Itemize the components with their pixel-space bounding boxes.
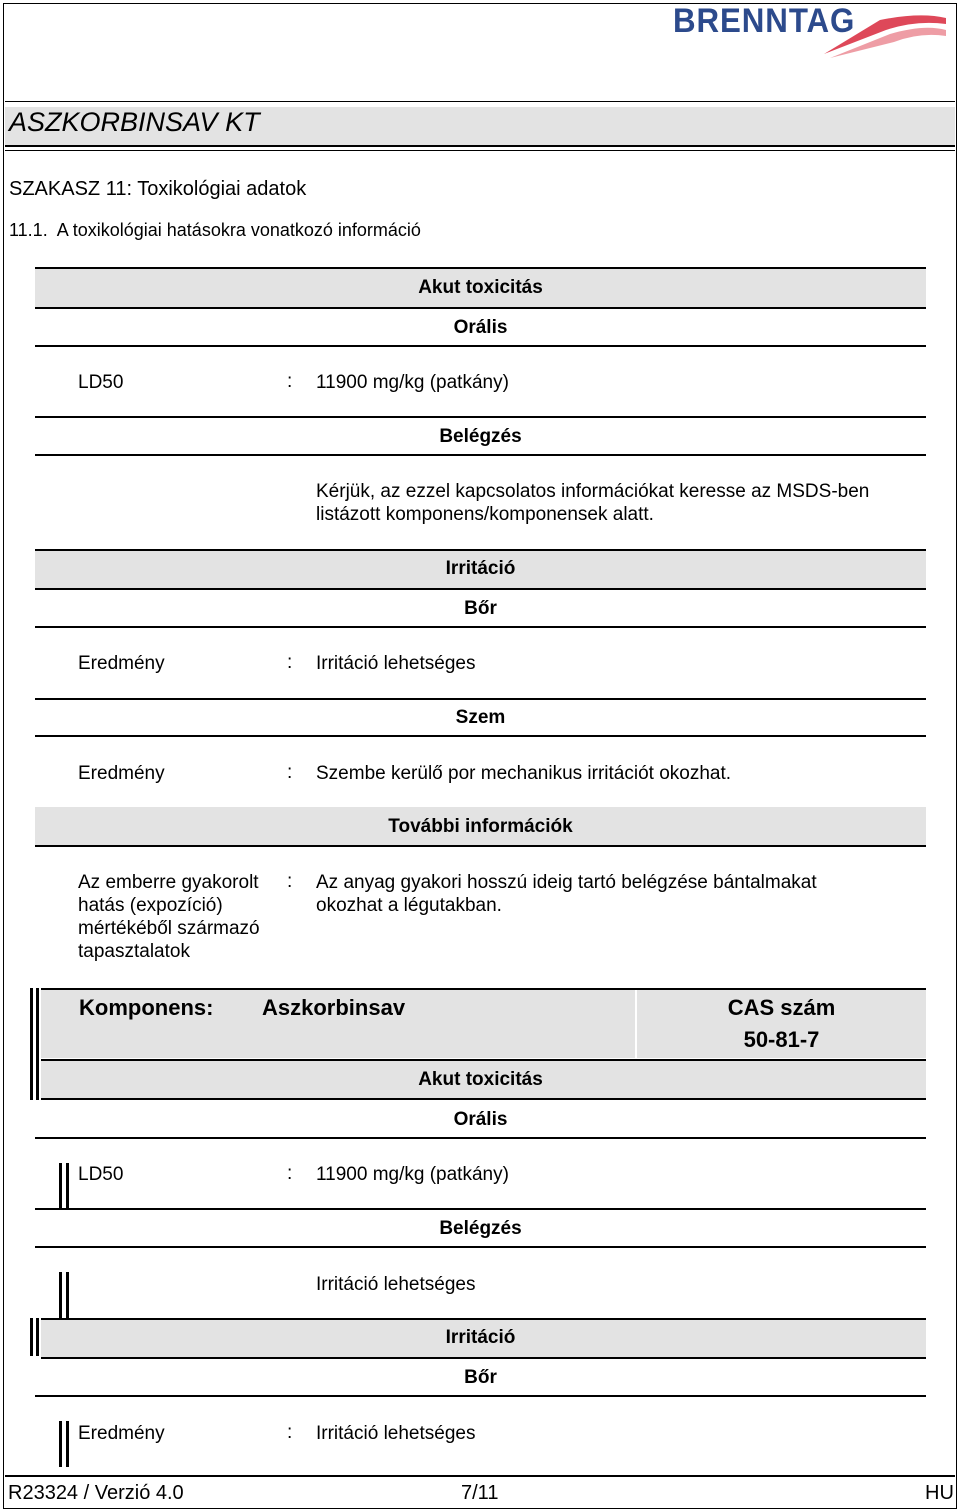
subsection-number: 11.1. [9,220,48,240]
irritation-heading: Irritáció [445,558,516,579]
product-title: ASZKORBINSAV KT [9,107,260,137]
band-bottom-rule [41,1357,926,1359]
skin-rule [35,626,926,628]
skin-result-value: Irritáció lehetséges [316,653,476,674]
band-bottom-rule [35,588,926,590]
component-skin-result-value: Irritáció lehetséges [316,1423,476,1444]
change-bar [66,1421,69,1467]
footer-language: HU [925,1482,954,1504]
acute-toxicity-heading: Akut toxicitás [418,277,543,298]
component-skin-heading: Bőr [464,1367,497,1388]
component-acute-heading: Akut toxicitás [418,1069,543,1090]
component-oral-heading: Orális [453,1109,508,1130]
further-info-heading: További információk [388,816,573,837]
colon: : [287,1163,293,1184]
band-bottom-rule [41,1098,926,1100]
inhalation-rule [35,454,926,456]
inhalation-heading: Belégzés [439,426,522,447]
band-bottom-rule [35,845,926,847]
footer-page-number: 7/11 [461,1482,499,1504]
further-info-label: Az emberre gyakorolt hatás (expozíció) mértékéből származó tapasztalatok [78,872,260,962]
colon: : [287,1422,293,1443]
eye-result-label: Eredmény [78,763,165,784]
band-top-rule [35,267,926,269]
skin-heading: Bőr [464,598,497,619]
inhalation-text: Kérjük, az ezzel kapcsolatos információkat keresse az MSDS-ben listázott komponens/komponensek alatt. [316,481,870,525]
colon: : [287,371,293,392]
change-bar [59,1421,62,1467]
oral-rule [35,345,926,347]
component-ld50-label: LD50 [78,1164,124,1185]
component-irritation-heading: Irritáció [445,1327,516,1348]
band-top-rule [41,1318,926,1320]
change-bar [66,1163,69,1209]
change-bar [30,1318,33,1356]
title-underline-thin [5,150,955,151]
band-top-rule [41,988,926,990]
colon: : [287,871,293,892]
band-top-rule [41,1059,926,1061]
component-inhalation-rule [35,1246,926,1248]
change-bar [66,1272,69,1318]
brand-swoosh-icon [820,10,948,62]
ld50-value: 11900 mg/kg (patkány) [316,372,509,393]
colon: : [287,652,293,673]
component-oral-rule [35,1137,926,1139]
cas-number: 50-81-7 [743,1027,820,1052]
skin-result-label: Eredmény [78,653,165,674]
brand-logo-text: BRENNTAG [673,2,856,40]
component-inhalation-top-rule [35,1208,926,1210]
title-underline [5,145,955,147]
band-bottom-rule [35,307,926,309]
component-skin-rule [35,1395,926,1397]
ld50-label: LD50 [78,372,124,393]
inhalation-top-rule [35,416,926,418]
section-title: SZAKASZ 11: Toxikológiai adatok [9,178,307,200]
component-ld50-value: 11900 mg/kg (patkány) [316,1164,509,1185]
colon: : [287,762,293,783]
component-label: Komponens: [79,995,214,1020]
eye-top-rule [35,698,926,700]
change-bar [30,988,33,1100]
cas-label: CAS szám [727,995,836,1020]
component-name: Aszkorbinsav [262,995,406,1020]
oral-heading: Orális [453,317,508,338]
subsection-title [9,220,421,241]
footer-doc-ref: R23324 / Verzió 4.0 [8,1482,184,1504]
subsection-text: A toxikológiai hatásokra vonatkozó információ [56,220,421,240]
header-divider [5,101,955,102]
eye-rule [35,735,926,737]
further-info-value: Az anyag gyakori hosszú ideig tartó belégzése bántalmakat okozhat a légutakban. [316,872,817,916]
eye-result-value: Szembe kerülő por mechanikus irritációt okozhat. [316,763,732,784]
change-bar [59,1272,62,1318]
footer-rule [5,1475,955,1477]
component-inhalation-value: Irritáció lehetséges [316,1274,476,1295]
component-skin-result-label: Eredmény [78,1423,165,1444]
eye-heading: Szem [455,707,506,728]
band-top-rule [35,549,926,551]
component-inhalation-heading: Belégzés [439,1218,522,1239]
change-bar [59,1163,62,1209]
